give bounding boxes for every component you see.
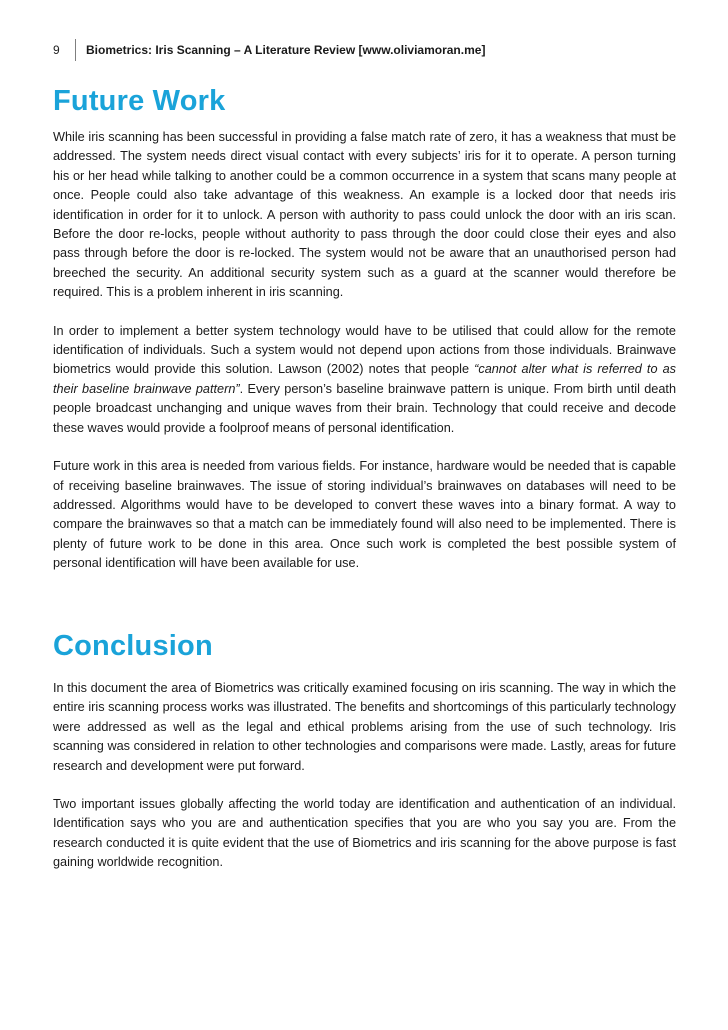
future-work-section — [53, 82, 676, 574]
future-work-paragraph-2 — [53, 322, 676, 438]
conclusion-section — [53, 627, 676, 873]
header-divider — [75, 39, 76, 61]
conclusion-paragraph-2: Two important issues globally affecting the world today are identification and authentication of an individual. Identification says who you are and authentication specifies that you are who you say you are. From the research conducted it is quite evident that the use of Biometrics and iris scanning for the above purpose is fast gaining worldwide recognition. — [53, 797, 676, 870]
running-header-title: Biometrics: Iris Scanning – A Literature Review [www.oliviamoran.me] — [86, 43, 486, 57]
future-work-paragraph-1: While iris scanning has been successful in providing a false match rate of zero, it has a weakness that must be addressed. The system needs direct visual contact with every subjects’ iris for it to operate. A person turning his or her head while talking to another could be a common occurrence in a system that scans many people at once. People could also take advantage of this weakness. An example is a locked door that needs iris identification in order for it to unlock. A person with authority to pass could unlock the door with an iris scan. Before the door re-locks, people without authority to pass through the door could close their eyes and also pass through before the door is re-locked. The system would not be aware that an unauthorised person had breeched the security. An additional security system such as a guard at the scanner would therefore be required. This is a problem inherent in iris scanning. — [53, 130, 676, 300]
page-number: 9 — [53, 43, 60, 57]
conclusion-paragraph-1: In this document the area of Biometrics was critically examined focusing on iris scanning. The way in which the entire iris scanning process works was illustrated. The benefits and shortcomings of this particularly technology were addressed as well as the legal and ethical problems arising from the use of such technology. Iris scanning was considered in relation to other technologies and comparisons were made. Lastly, areas for future research and development were put forward. — [53, 681, 676, 773]
lawson-quote: “cannot alter what is referred to as their baseline brainwave pattern” — [53, 362, 676, 396]
brainwave-text-after-quote: . Every person’s baseline brainwave pattern is unique. From birth until death people broadcast unchanging and unique waves from their brain. Technology that could receive and decode these waves would provide a foolproof means of personal identification. — [53, 381, 676, 435]
future-work-heading: Future Work — [53, 85, 226, 117]
conclusion-heading: Conclusion — [53, 630, 213, 662]
brainwave-text-before-quote: In order to implement a better system technology would have to be utilised that could allow for the remote identification of individuals. Such a system would not depend upon actions from those individuals. Brainwave biometrics would provide this solution. Lawson (2002) notes that people — [53, 323, 676, 377]
running-header — [53, 38, 683, 62]
future-work-paragraph-3: Future work in this area is needed from various fields. For instance, hardware would be needed that is capable of receiving baseline brainwaves. The issue of storing individual’s brainwaves on databases will need to be addressed. Algorithms would have to be developed to convert these waves into a binary format. A way to compare the brainwaves so that a match can be immediately found will also need to be implemented. There is plenty of future work to be done in this area. Once such work is completed the best possible system of personal identification will have been available for use. — [53, 459, 676, 571]
